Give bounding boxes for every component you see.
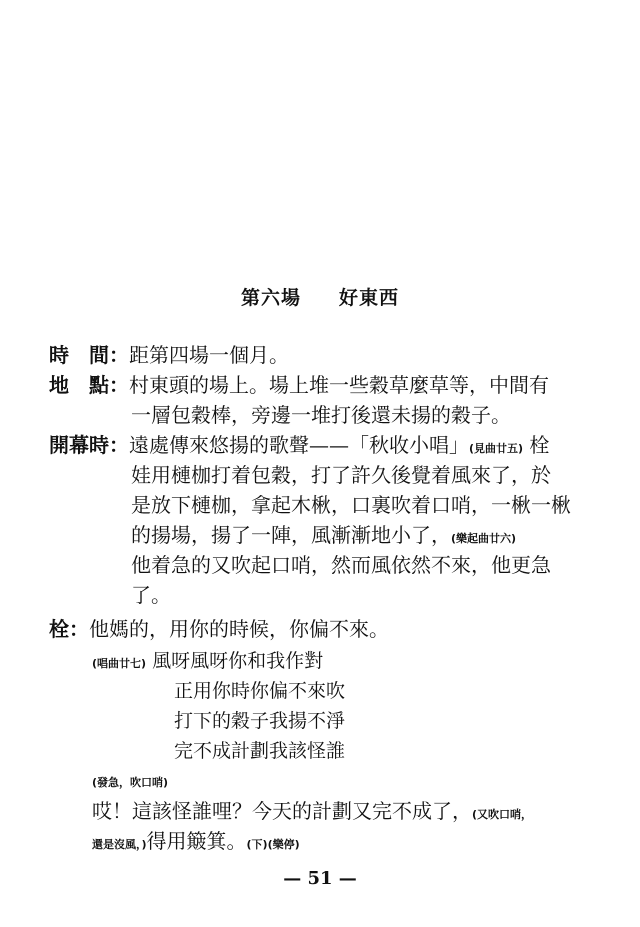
place-label: 地 點： [49,373,129,397]
curtain-line-2 [131,461,551,489]
curtain-line-4 [131,521,516,553]
curtain-text-4: 的揚場，揚了一陣，風漸漸地小了， [131,523,451,547]
song-text-4: 完不成計劃我該怪誰 [174,740,346,762]
closing-text-1: 哎！這該怪誰哩？今天的計劃又完不成了， [92,799,472,823]
song-text-2: 正用你時你偏不來吹 [174,680,346,702]
curtain-line-5 [131,551,551,579]
scene-number: 第六場 [240,287,301,309]
closing-note-1: (又吹口哨， [472,808,533,821]
song-line-3 [174,708,345,734]
place-text-1: 村東頭的場上。場上堆一些穀草麼草等，中間有 [129,373,549,397]
song-line-2 [174,678,345,704]
closing-note-2: 還是沒風，) [92,838,147,851]
dialogue-line [49,615,389,643]
song-text-1: 風呀風呀你和我作對 [152,650,324,672]
stage-note: (發急，吹口哨) [92,776,169,789]
curtain-text-1-end: 栓 [523,433,550,457]
song-note: (唱曲廿七) [92,657,147,670]
song-text-3: 打下的穀子我揚不淨 [174,710,346,732]
time-label: 時 間： [49,343,129,367]
time-text: 距第四場一個月。 [129,343,289,367]
page-number: — 51 — [283,868,357,889]
scene-name: 好東西 [339,287,400,309]
place-line-2 [131,401,511,429]
dialogue-text: 他媽的，用你的時候，你偏不來。 [89,617,389,641]
curtain-text-1: 遠處傳來悠揚的歌聲——「秋收小唱」 [129,433,469,457]
place-text-2: 一層包穀棒，旁邊一堆打後還未揚的穀子。 [131,403,511,427]
curtain-line-6 [131,581,171,609]
stage-note-line [92,765,168,797]
speaker-label: 栓： [49,617,89,641]
song-line-4 [174,738,345,764]
scene-title [0,283,640,310]
curtain-note-1: (見曲廿五) [469,442,524,455]
place-line [49,371,549,399]
curtain-label: 開幕時： [49,433,129,457]
closing-line-2 [92,827,300,859]
curtain-text-6: 了。 [131,583,171,607]
curtain-line-1 [49,431,549,463]
closing-line-1 [92,797,532,829]
curtain-line-3 [131,491,571,519]
song-line-1 [92,648,323,677]
curtain-text-2: 娃用槤枷打着包穀，打了許久後覺着風來了，於 [131,463,551,487]
closing-note-3: (下)(樂停) [246,838,300,851]
curtain-text-5: 他着急的又吹起口哨，然而風依然不來，他更急 [131,553,551,577]
closing-text-2: 得用簸箕。 [146,829,247,853]
curtain-text-3: 是放下槤枷，拿起木楸，口裏吹着口哨，一楸一楸 [131,493,571,517]
curtain-note-2: (樂起曲廿六) [451,532,517,545]
time-line [49,341,289,369]
